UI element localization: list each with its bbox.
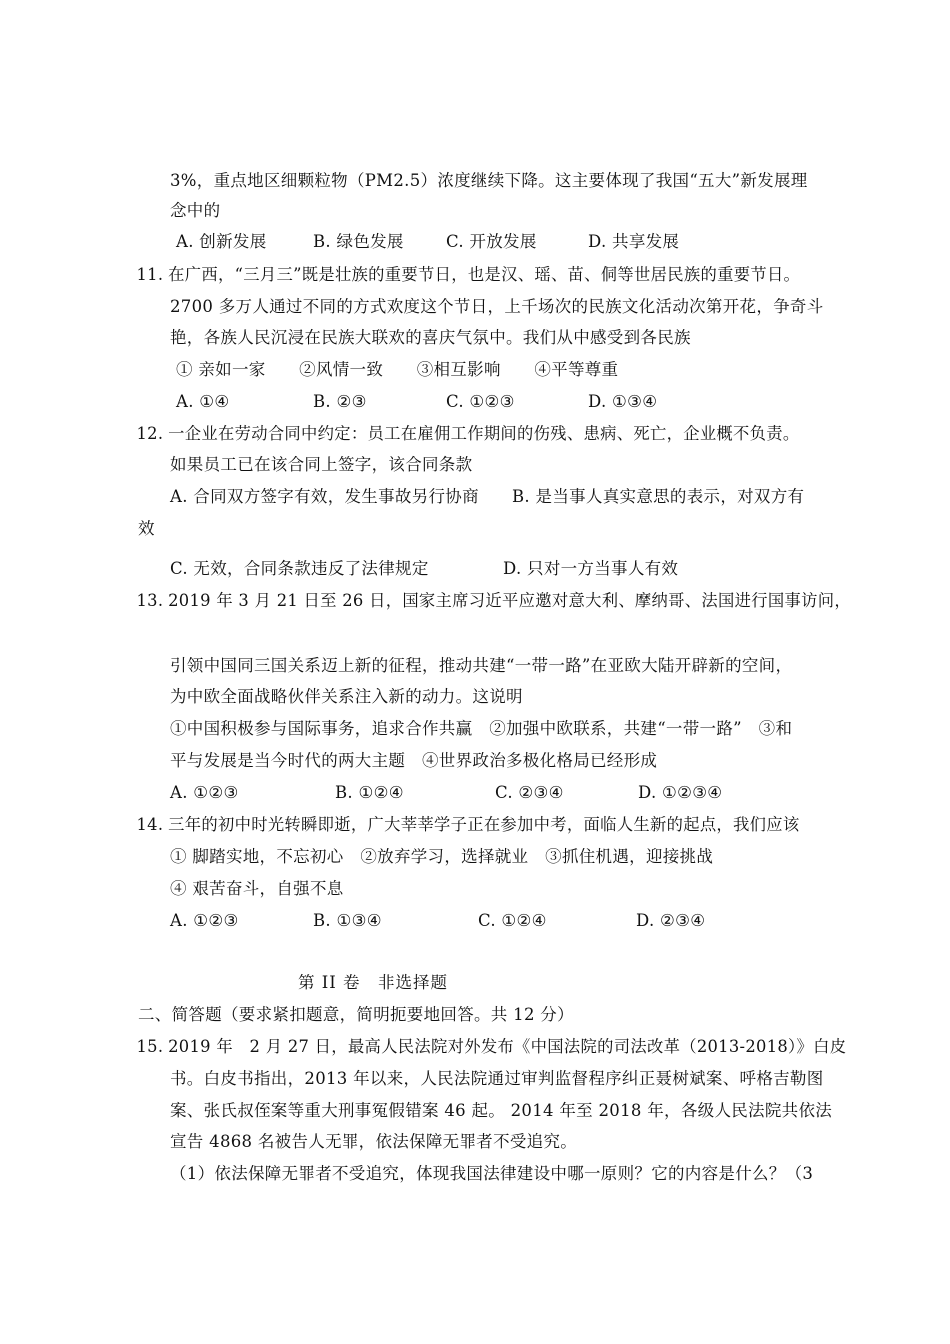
q14-option-a: A. ①②③ <box>170 911 239 930</box>
q13-text-line-2: 引领中国同三国关系迈上新的征程，推动共建“一带一路”在亚欧大陆开辟新的空间， <box>170 656 793 675</box>
q11-text-line-3: 艳，各族人民沉浸在民族大联欢的喜庆气氛中。我们从中感受到各民族 <box>170 328 691 347</box>
q13-text-line-1: 2019 年 3 月 21 日至 26 日，国家主席习近平应邀对意大利、摩纳哥、法国进行国事访问， <box>168 591 851 610</box>
q12-option-b-wrap: 效 <box>138 519 155 538</box>
q11-option-c: C. ①②③ <box>446 392 515 411</box>
q14-text-line-1: 三年的初中时光转瞬即逝，广大莘莘学子正在参加中考，面临人生新的起点，我们应该 <box>168 815 800 834</box>
q11-statements: ① 亲如一家 ②风情一致 ③相互影响 ④平等尊重 <box>176 360 619 379</box>
q14-statements-line-2: ④ 艰苦奋斗，自强不息 <box>170 879 344 898</box>
q15-text-line-1: 2019 年 2 月 27 日，最高人民法院对外发布《中国法院的司法改革（2013-2018）》白皮 <box>168 1037 847 1056</box>
q10-text-line-1: 3%，重点地区细颗粒物（PM2.5）浓度继续下降。这主要体现了我国“五大”新发展理 <box>170 171 808 190</box>
q13-option-c: C. ②③④ <box>495 783 564 802</box>
q12-option-a: A. 合同双方签字有效，发生事故另行协商 <box>170 487 479 506</box>
q11-number: 11. <box>136 265 164 284</box>
q14-option-c: C. ①②④ <box>478 911 547 930</box>
q12-option-b: B. 是当事人真实意思的表示，对双方有 <box>512 487 805 506</box>
q15-text-line-2: 书。白皮书指出，2013 年以来，人民法院通过审判监督程序纠正聂树斌案、呼格吉勒图 <box>170 1069 824 1088</box>
q12-text-line-1: 一企业在劳动合同中约定：员工在雇佣工作期间的伤残、患病、死亡，企业概不负责。 <box>168 424 800 443</box>
q11-option-b: B. ②③ <box>313 392 367 411</box>
q10-option-d: D. 共享发展 <box>588 232 680 251</box>
q15-number: 15. <box>136 1037 164 1056</box>
q15-subquestion-1: （1）依法保障无罪者不受追究，体现我国法律建设中哪一原则？它的内容是什么？（3 <box>170 1164 814 1183</box>
q10-option-a: A. 创新发展 <box>176 232 267 251</box>
q13-option-b: B. ①②④ <box>335 783 404 802</box>
q13-statements-line-1: ①中国积极参与国际事务，追求合作共赢 ②加强中欧联系，共建“一带一路” ③和 <box>170 719 793 738</box>
q11-option-a: A. ①④ <box>176 392 230 411</box>
q12-text-line-2: 如果员工已在该合同上签字，该合同条款 <box>170 455 473 474</box>
q13-statements-line-2: 平与发展是当今时代的两大主题 ④世界政治多极化格局已经形成 <box>170 751 658 770</box>
part-two-heading: 二、简答题（要求紧扣题意，简明扼要地回答。共 12 分） <box>138 1005 574 1024</box>
q14-option-d: D. ②③④ <box>636 911 706 930</box>
q14-number: 14. <box>136 815 164 834</box>
q11-text-line-2: 2700 多万人通过不同的方式欢度这个节日，上千场次的民族文化活动次第开花，争奇斗 <box>170 297 824 316</box>
q15-text-line-4: 宣告 4868 名被告人无罪，依法保障无罪者不受追究。 <box>170 1132 578 1151</box>
q14-statements-line-1: ① 脚踏实地，不忘初心 ②放弃学习，选择就业 ③抓住机遇，迎接挑战 <box>170 847 714 866</box>
q11-option-d: D. ①③④ <box>588 392 658 411</box>
q12-option-c: C. 无效，合同条款违反了法律规定 <box>170 559 429 578</box>
q12-number: 12. <box>136 424 164 443</box>
q10-option-b: B. 绿色发展 <box>313 232 404 251</box>
q10-option-c: C. 开放发展 <box>446 232 537 251</box>
q13-option-a: A. ①②③ <box>170 783 239 802</box>
q14-option-b: B. ①③④ <box>313 911 382 930</box>
q13-option-d: D. ①②③④ <box>638 783 723 802</box>
q10-text-line-2: 念中的 <box>170 201 221 220</box>
q12-option-d: D. 只对一方当事人有效 <box>503 559 679 578</box>
q11-text-line-1: 在广西，“三月三”既是壮族的重要节日，也是汉、瑶、苗、侗等世居民族的重要节日。 <box>168 265 801 284</box>
q13-text-line-3: 为中欧全面战略伙伴关系注入新的动力。这说明 <box>170 687 523 706</box>
q13-number: 13. <box>136 591 164 610</box>
section-title: 第 II 卷 非选择题 <box>298 973 449 992</box>
q15-text-line-3: 案、张氏叔侄案等重大刑事冤假错案 46 起。 2014 年至 2018 年，各级人民法院共依法 <box>170 1101 833 1120</box>
